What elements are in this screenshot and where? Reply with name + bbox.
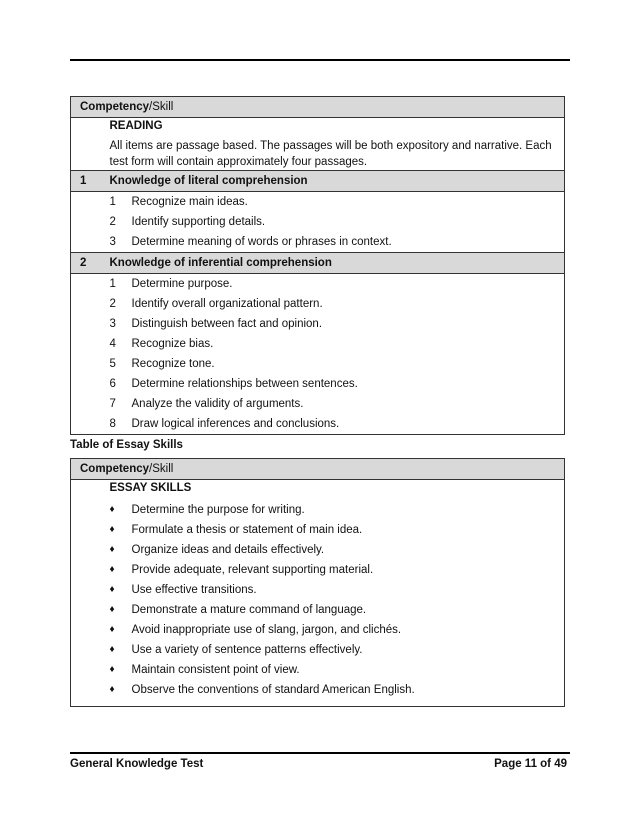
section-row <box>71 253 565 274</box>
list-item: 6 Determine relationships between sentences. <box>109 378 358 390</box>
top-rule <box>70 59 570 61</box>
page-number: Page 11 of 49 <box>494 758 567 770</box>
list-item: 4 Recognize bias. <box>109 338 214 350</box>
bullet-icon: ♦ <box>109 524 115 535</box>
footer-title: General Knowledge Test <box>70 758 204 770</box>
header-competency: Competency <box>80 463 150 475</box>
list-item: 2 Identify supporting details. <box>109 216 266 228</box>
page-footer <box>70 758 567 770</box>
section-title: Knowledge of literal comprehension <box>110 171 565 192</box>
list-item: 1 Determine purpose. <box>109 278 233 290</box>
list-item: ♦ Provide adequate, relevant supporting material. <box>71 560 565 580</box>
list-item: 3 Distinguish between fact and opinion. <box>109 318 323 330</box>
essay-title: ESSAY SKILLS <box>109 482 192 494</box>
intro-text-row <box>71 138 565 171</box>
list-item: 1 Recognize main ideas. <box>109 196 248 208</box>
bullet-icon: ♦ <box>109 644 115 655</box>
section-row <box>71 171 565 192</box>
essay-skills-table <box>70 458 565 707</box>
list-item: ♦ Maintain consistent point of view. <box>71 660 565 680</box>
list-item: ♦ Determine the purpose for writing. <box>71 500 565 520</box>
bullet-icon: ♦ <box>109 684 115 695</box>
bullet-icon: ♦ <box>109 664 115 675</box>
essay-table-caption: Table of Essay Skills <box>70 439 183 451</box>
bullet-icon: ♦ <box>109 544 115 555</box>
section-title: Knowledge of inferential comprehension <box>110 253 565 274</box>
essay-title-row <box>71 480 565 501</box>
list-item: 7 Analyze the validity of arguments. <box>109 398 304 410</box>
list-item: 5 Recognize tone. <box>109 358 215 370</box>
list-item: 3 Determine meaning of words or phrases in context. <box>109 236 392 248</box>
bullet-icon: ♦ <box>109 604 115 615</box>
list-item: ♦ Use a variety of sentence patterns effectively. <box>71 640 565 660</box>
reading-intro: All items are passage based. The passages will be both expository and narrative. Each test form will contain approximately four passages. <box>109 140 552 168</box>
header-competency: Competency <box>80 101 150 113</box>
section-number: 1 <box>71 171 110 192</box>
bullet-icon: ♦ <box>109 584 115 595</box>
footer-rule <box>70 752 570 754</box>
list-item: ♦ Observe the conventions of standard American English. <box>71 680 565 700</box>
table-header-row <box>71 97 565 118</box>
list-item: ♦ Organize ideas and details effectively. <box>71 540 565 560</box>
list-item: 2 Identify overall organizational pattern. <box>109 298 323 310</box>
list-item: ♦ Use effective transitions. <box>71 580 565 600</box>
bullet-icon: ♦ <box>109 564 115 575</box>
table-header <box>71 459 565 480</box>
header-skill: /Skill <box>149 101 174 113</box>
bullet-icon: ♦ <box>109 624 115 635</box>
header-skill: /Skill <box>149 463 174 475</box>
table-header-row <box>71 459 565 480</box>
list-item: 8 Draw logical inferences and conclusions. <box>109 418 340 430</box>
intro-title-row <box>71 118 565 139</box>
list-item: ♦ Demonstrate a mature command of language. <box>71 600 565 620</box>
section-number: 2 <box>71 253 110 274</box>
list-item: ♦ Formulate a thesis or statement of main idea. <box>71 520 565 540</box>
list-item: ♦ Avoid inappropriate use of slang, jargon, and clichés. <box>71 620 565 640</box>
bullet-icon: ♦ <box>109 504 115 515</box>
table-header <box>71 97 565 118</box>
reading-competency-table <box>70 96 565 435</box>
reading-title: READING <box>109 120 163 132</box>
